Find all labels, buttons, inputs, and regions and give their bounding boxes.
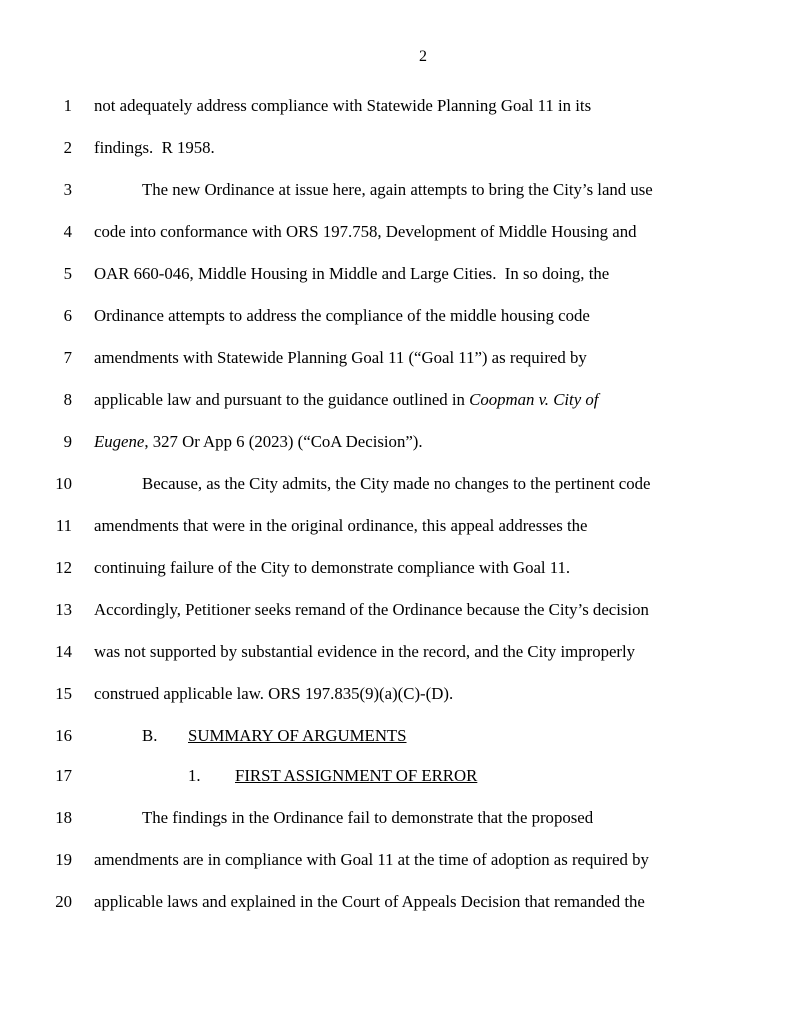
line-number: 7	[63, 348, 72, 367]
line-text-plain: , 327 Or App 6 (2023) (“CoA Decision”).	[144, 432, 423, 451]
subsection-heading: FIRST ASSIGNMENT OF ERROR	[235, 766, 478, 785]
line-text: applicable laws and explained in the Court of Appeals Decision that remanded the	[94, 892, 645, 911]
line-13	[0, 598, 800, 622]
line-number: 1	[63, 96, 72, 115]
case-citation-italic: Eugene	[94, 432, 145, 451]
line-number: 17	[55, 766, 72, 785]
line-number: 9	[63, 432, 72, 451]
line-16	[0, 724, 800, 748]
line-number: 18	[55, 808, 72, 827]
line-number: 5	[63, 264, 72, 283]
line-8	[0, 388, 800, 412]
line-number: 19	[55, 850, 72, 869]
line-11	[0, 514, 800, 538]
line-text: amendments that were in the original ordinance, this appeal addresses the	[94, 516, 588, 535]
line-number: 11	[55, 516, 72, 535]
case-citation-italic: Coopman v. City of	[469, 390, 599, 409]
line-number: 10	[55, 474, 72, 493]
line-text-plain: applicable law and pursuant to the guidance outlined in	[94, 390, 470, 409]
line-number: 2	[63, 138, 72, 157]
line-text	[94, 430, 423, 454]
line-text: OAR 660-046, Middle Housing in Middle and Large Cities. In so doing, the	[94, 264, 610, 283]
line-number: 4	[63, 222, 72, 241]
line-number: 15	[55, 684, 72, 703]
line-text: amendments with Statewide Planning Goal 11 (“Goal 11”) as required by	[94, 348, 587, 367]
line-number: 13	[55, 600, 72, 619]
line-text: The findings in the Ordinance fail to demonstrate that the proposed	[142, 808, 594, 827]
line-4	[0, 220, 800, 244]
line-18	[0, 806, 800, 830]
line-text: not adequately address compliance with Statewide Planning Goal 11 in its	[94, 96, 592, 115]
line-text	[94, 388, 598, 412]
line-number: 8	[63, 390, 72, 409]
line-number: 16	[55, 726, 72, 745]
line-text: Ordinance attempts to address the compliance of the middle housing code	[94, 306, 590, 325]
line-number: 3	[63, 180, 72, 199]
line-3	[0, 178, 800, 202]
line-text: The new Ordinance at issue here, again attempts to bring the City’s land use	[142, 180, 653, 199]
section-label: B.	[142, 726, 158, 745]
line-2	[0, 136, 800, 160]
line-7	[0, 346, 800, 370]
line-text: Because, as the City admits, the City made no changes to the pertinent code	[142, 474, 651, 493]
line-9	[0, 430, 800, 454]
line-text: Accordingly, Petitioner seeks remand of the Ordinance because the City’s decision	[94, 600, 649, 619]
line-10	[0, 472, 800, 496]
line-number: 6	[63, 306, 72, 325]
line-text: was not supported by substantial evidence in the record, and the City improperly	[94, 642, 636, 661]
line-20	[0, 890, 800, 914]
line-text: code into conformance with ORS 197.758, Development of Middle Housing and	[94, 222, 637, 241]
line-number: 14	[55, 642, 72, 661]
line-text: continuing failure of the City to demonstrate compliance with Goal 11.	[94, 558, 571, 577]
line-1	[0, 94, 800, 118]
section-heading: SUMMARY OF ARGUMENTS	[188, 726, 407, 745]
line-text: construed applicable law. ORS 197.835(9)(a)(C)-(D).	[94, 684, 454, 703]
line-number: 20	[55, 892, 72, 911]
page-number: 2	[419, 48, 427, 65]
subsection-label: 1.	[188, 766, 201, 785]
line-5	[0, 262, 800, 286]
line-14	[0, 640, 800, 664]
line-number: 12	[55, 558, 72, 577]
line-6	[0, 304, 800, 328]
line-text: findings. R 1958.	[94, 138, 215, 157]
line-17	[0, 764, 800, 788]
line-19	[0, 848, 800, 872]
line-text: amendments are in compliance with Goal 11 at the time of adoption as required by	[94, 850, 649, 869]
line-12	[0, 556, 800, 580]
line-15	[0, 682, 800, 706]
